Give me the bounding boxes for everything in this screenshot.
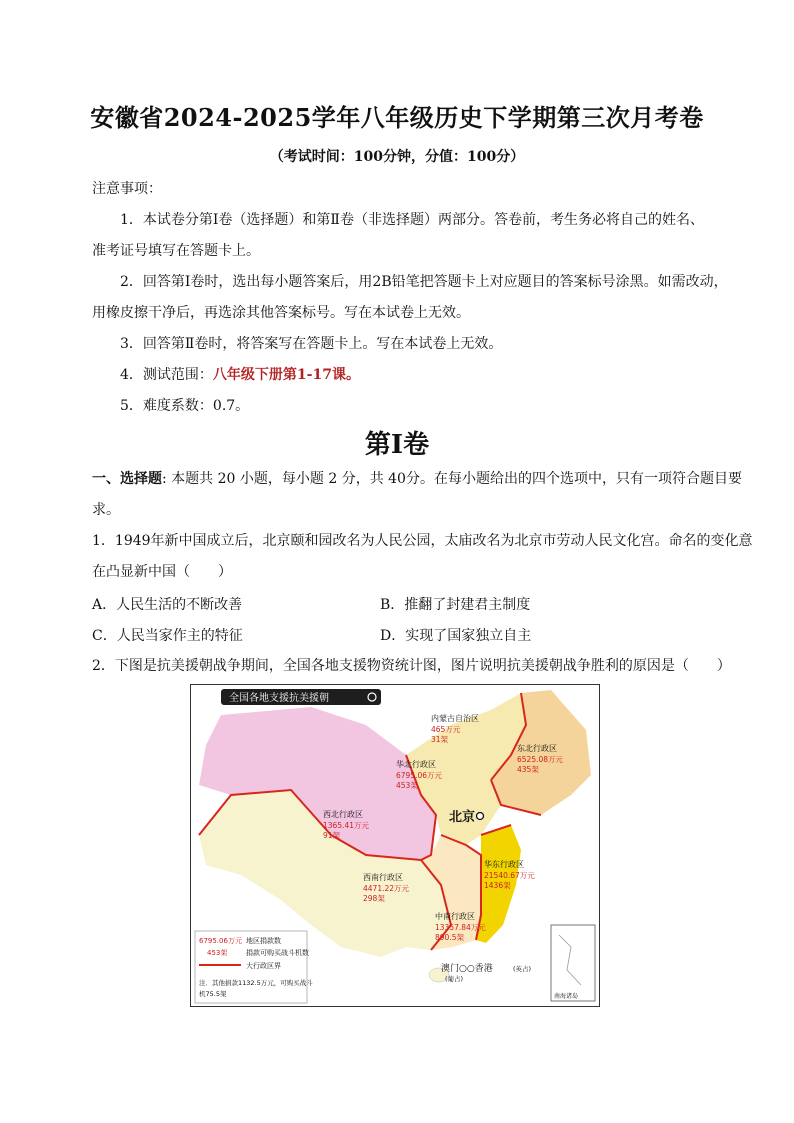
notes-heading: 注意事项： xyxy=(92,181,162,197)
question-1-stem-cont: 在凸显新中国（ ） xyxy=(92,564,232,580)
region-northeast-name: 东北行政区 xyxy=(517,744,557,753)
note-item-2: 2．回答第Ⅰ卷时，选出每小题答案后，用2B铅笔把答题卡上对应题目的答案标号涂黑。如需改动， xyxy=(120,274,728,290)
question-1-option-a: A．人民生活的不断改善 xyxy=(92,597,243,613)
question-1-stem: 1．1949年新中国成立后，北京颐和园改名为人民公园，太庙改名为北京市劳动人民文化宫。命名的变化意 xyxy=(92,533,753,549)
region-southwest-amount: 4471.22万元 xyxy=(363,884,410,893)
support-map-figure xyxy=(190,684,600,1007)
region-inner-mongolia-name: 内蒙古自治区 xyxy=(431,714,479,723)
region-north-name: 华北行政区 xyxy=(396,760,436,769)
beijing-label: 北京 xyxy=(449,810,476,825)
note-item-4 xyxy=(120,364,360,384)
inset-box xyxy=(551,925,595,1001)
map-title: 全国各地支援抗美援朝 xyxy=(229,693,329,704)
region-northwest-planes: 91架 xyxy=(323,831,341,840)
region-northwest-amount: 1365.41万元 xyxy=(323,821,370,830)
legend-sample-amount: 6795.06万元 xyxy=(199,937,242,945)
region-northwest-name: 西北行政区 xyxy=(323,810,363,819)
region-inner-mongolia-amount: 465万元 xyxy=(431,725,461,734)
note-item-3: 3．回答第Ⅱ卷时，将答案写在答题卡上。写在本试卷上无效。 xyxy=(120,336,503,352)
part1-instructions-cont: 求。 xyxy=(92,502,120,518)
section-title: 第Ⅰ卷 xyxy=(364,430,430,460)
legend-note-cont: 机75.5架 xyxy=(199,990,227,998)
question-2-stem: 2．下图是抗美援朝战争期间，全国各地支援物资统计图，图片说明抗美援朝战争胜利的原因是（ ） xyxy=(92,658,731,674)
region-southwest-name: 西南行政区 xyxy=(363,873,403,882)
macau-note: (葡占) xyxy=(445,975,464,983)
region-east-amount: 21540.67万元 xyxy=(484,871,535,880)
region-central-south-amount: 13357.84万元 xyxy=(435,923,486,932)
beijing-marker xyxy=(477,813,484,820)
legend-sample-planes: 453架 xyxy=(207,949,228,957)
test-range: 八年级下册第1-17课。 xyxy=(212,367,360,383)
note-item-1-cont: 准考证号填写在答题卡上。 xyxy=(92,243,260,259)
inset-label: 南海诸岛 xyxy=(554,993,579,1000)
question-1-option-b: B．推翻了封建君主制度 xyxy=(380,597,531,613)
part1-instructions xyxy=(92,468,742,488)
region-north-amount: 6795.06万元 xyxy=(396,771,443,780)
legend-note: 注．其他捐款1132.5万元，可购买战斗 xyxy=(199,979,313,987)
page-title: 安徽省2024-2025学年八年级历史下学期第三次月考卷 xyxy=(90,103,704,132)
region-east-planes: 1436架 xyxy=(484,881,511,890)
hongkong-note: (英占) xyxy=(513,965,532,973)
region-central-south-name: 中南行政区 xyxy=(435,912,475,921)
region-east-name: 华东行政区 xyxy=(484,860,524,869)
region-northeast-planes: 435架 xyxy=(517,765,539,774)
part1-label: 一、选择题 xyxy=(92,471,162,487)
note-item-5: 5．难度系数：0.7。 xyxy=(120,398,250,414)
exam-info: （考试时间：100分钟，分值：100分） xyxy=(269,149,525,165)
region-inner-mongolia-planes: 31架 xyxy=(431,735,449,744)
legend-amount-label: 地区捐款数 xyxy=(246,937,281,945)
region-central-south-planes: 890.5架 xyxy=(435,933,464,942)
question-1-option-c: C．人民当家作主的特征 xyxy=(92,628,243,644)
note-item-2-cont: 用橡皮擦干净后，再选涂其他答案标号。写在本试卷上无效。 xyxy=(92,305,470,321)
china-map xyxy=(191,685,598,1005)
region-southwest-planes: 298架 xyxy=(363,894,385,903)
note-item-1: 1．本试卷分第Ⅰ卷（选择题）和第Ⅱ卷（非选择题）两部分。答卷前，考生务必将自己的姓名、 xyxy=(120,212,704,228)
part1-text: : 本题共 20 小题，每小题 2 分，共 40分。在每小题给出的四个选项中，只有一项符合题目要 xyxy=(162,471,742,487)
legend-planes-label: 捐款可购买战斗机数 xyxy=(246,949,309,957)
region-northeast-amount: 6525.08万元 xyxy=(517,755,564,764)
macau-hongkong-label: 澳门○○香港 xyxy=(441,964,493,974)
note-item-4-prefix: 4．测试范围： xyxy=(120,367,213,383)
region-north-planes: 453架 xyxy=(396,781,418,790)
question-1-option-d: D．实现了国家独立自主 xyxy=(380,628,532,644)
legend-boundary-label: 大行政区界 xyxy=(246,962,281,970)
